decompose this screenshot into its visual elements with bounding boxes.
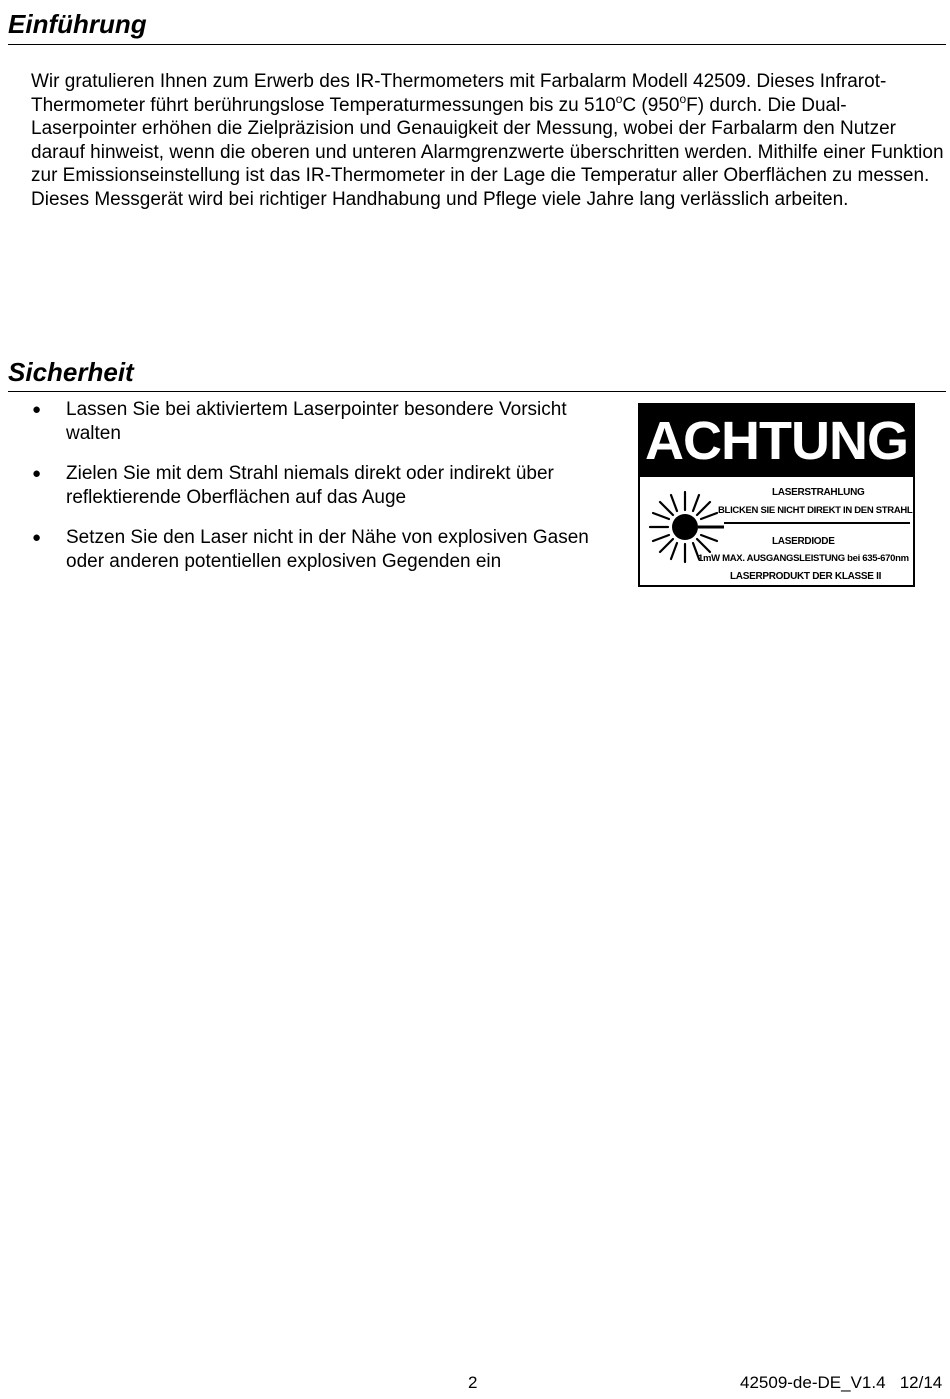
warning-line-class: LASERPRODUKT DER KLASSE II [730, 571, 882, 582]
page-number: 2 [468, 1373, 478, 1392]
intro-text-3: F) durch. Die Dual-Laserpointer erhöhen die Zielpräzision und Genauigkeit der Messung, wobei der Farbalarm den Nutzer darauf hinweist, wenn die oberen und unteren Alarmgrenzwerte überschritten werden. Mithilfe einer Funktion zur Emissionseinstellung ist das IR-Thermometer in der Lage die Temperatur aller Oberflächen zu messen. Dieses Messgerät wird bei richtiger Handhabung und Pflege viele Jahre lang verlässlich arbeiten. [31, 94, 944, 210]
safety-item-text: Zielen Sie mit dem Strahl niemals direkt oder indirekt über reflektierende Oberflächen auf das Auge [66, 463, 554, 508]
warning-divider [724, 522, 910, 524]
degree-sign-celsius: o [615, 91, 623, 106]
document-version: 42509-de-DE_V1.4 12/14 [740, 1373, 943, 1392]
safety-list [30, 398, 625, 590]
degree-sign-fahrenheit: o [679, 91, 687, 106]
bullet-icon: ● [32, 465, 42, 482]
intro-text-1: Wir gratulieren Ihnen zum Erwerb des IR-Thermometers mit Farbalarm Modell 42509. Dieses Infrarot-Thermometer führt berührungslose Temperaturmessungen bis zu 510 [31, 71, 887, 116]
bullet-icon: ● [32, 529, 42, 546]
safety-item [30, 398, 625, 446]
intro-paragraph [31, 70, 946, 211]
section-title-safety: Sicherheit [8, 356, 946, 392]
warning-heading: ACHTUNG [640, 405, 913, 477]
bullet-icon: ● [32, 401, 42, 418]
warning-line-do-not-stare: BLICKEN SIE NICHT DIREKT IN DEN STRAHL [718, 505, 913, 516]
warning-line-power: 1mW MAX. AUSGANGSLEISTUNG bei 635-670nm [698, 553, 909, 564]
section-title-introduction: Einführung [8, 8, 946, 45]
warning-line-radiation: LASERSTRAHLUNG [772, 487, 865, 498]
warning-line-diode: LASERDIODE [772, 536, 835, 547]
intro-text-2: C (950 [622, 94, 680, 116]
safety-item [30, 462, 625, 510]
safety-item-text: Lassen Sie bei aktiviertem Laserpointer besondere Vorsicht walten [66, 399, 567, 444]
safety-item [30, 526, 625, 574]
laser-warning-label [638, 403, 915, 587]
safety-item-text: Setzen Sie den Laser nicht in der Nähe von explosiven Gasen oder anderen potentiellen explosiven Gegenden ein [66, 527, 589, 572]
